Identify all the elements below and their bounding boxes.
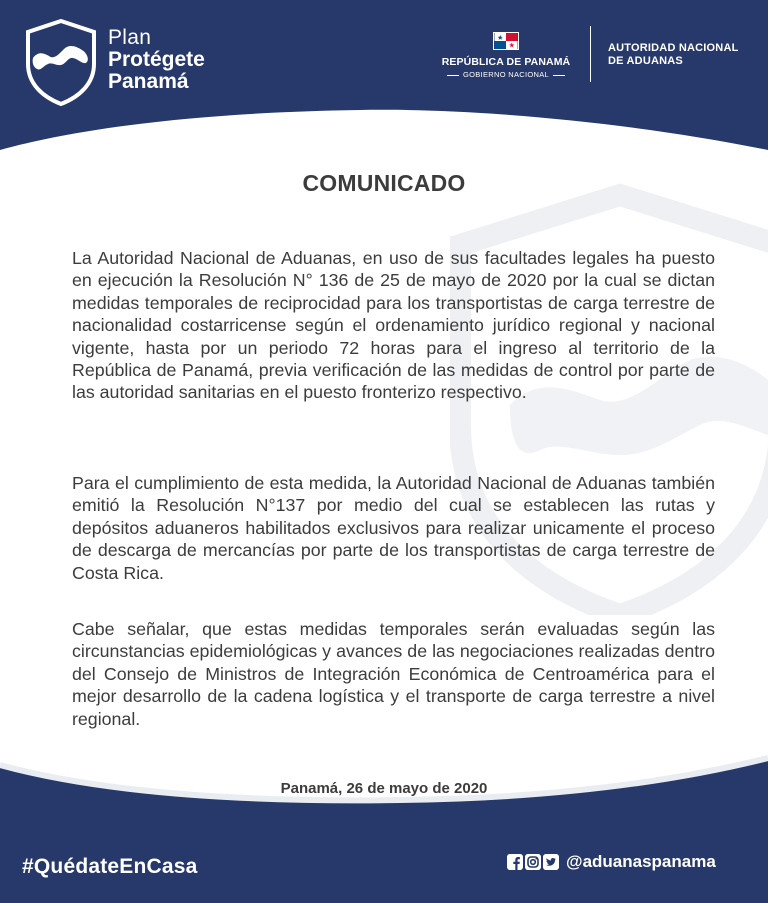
paragraph-1: La Autoridad Nacional de Aduanas, en uso de sus facultades legales ha puesto en ejecución la Resolución N° 136 de 25 de mayo de 2020 por la cual se dictan medidas temporales de reciprocidad para los transportistas de carga terrestre de nacionalidad costarricense según el ordenamiento jurídico regional y nacional vigente, hasta por un periodo 72 horas para el ingreso al territorio de la República de Panamá, previa verificación de las medidas de control por parte de las autoridad sanitarias en el puesto fronterizo respectivo. xyxy=(72,248,715,403)
shield-map-logo xyxy=(24,18,98,106)
authority-label xyxy=(608,42,739,68)
campaign-wordmark xyxy=(108,27,205,92)
panama-flag-icon xyxy=(493,32,519,50)
republic-label: REPÚBLICA DE PANAMÁ xyxy=(441,56,571,68)
paragraph-2: Para el cumplimiento de esta medida, la Autoridad Nacional de Aduanas también emitió la Resolución N°137 por medio del cual se establecen las rutas y depósitos aduaneros habilitados exclusivos para realizar unicamente el proceso de descarga de mercancías por parte de los transportistas de carga terrestre de Costa Rica. xyxy=(72,473,715,583)
social-links xyxy=(507,852,716,872)
dateline: Panamá, 26 de mayo de 2020 xyxy=(280,780,488,797)
social-handle[interactable]: @aduanaspanama xyxy=(566,852,716,871)
campaign-line-protegete: Protégete xyxy=(108,48,205,71)
campaign-line-plan: Plan xyxy=(108,26,152,49)
government-label: GOBIERNO NACIONAL xyxy=(430,70,582,79)
header-divider xyxy=(590,26,591,82)
authority-line-1: AUTORIDAD NACIONAL xyxy=(608,42,739,54)
authority-line-2: DE ADUANAS xyxy=(608,55,683,67)
facebook-icon[interactable] xyxy=(507,854,523,870)
instagram-icon[interactable] xyxy=(525,854,541,870)
hashtag: #QuédateEnCasa xyxy=(22,855,198,878)
paragraph-3: Cabe señalar, que estas medidas temporales serán evaluadas según las circunstancias epidemiológicas y avances de las negociaciones realizadas dentro del Consejo de Ministros de Integración Económica de Centroamérica para el mejor desarrollo de la cadena logística y el transporte de carga terrestre a nivel regional. xyxy=(72,619,715,729)
document-title: COMUNICADO xyxy=(302,170,466,196)
campaign-line-panama: Panamá xyxy=(108,70,189,93)
twitter-icon[interactable] xyxy=(543,854,559,870)
